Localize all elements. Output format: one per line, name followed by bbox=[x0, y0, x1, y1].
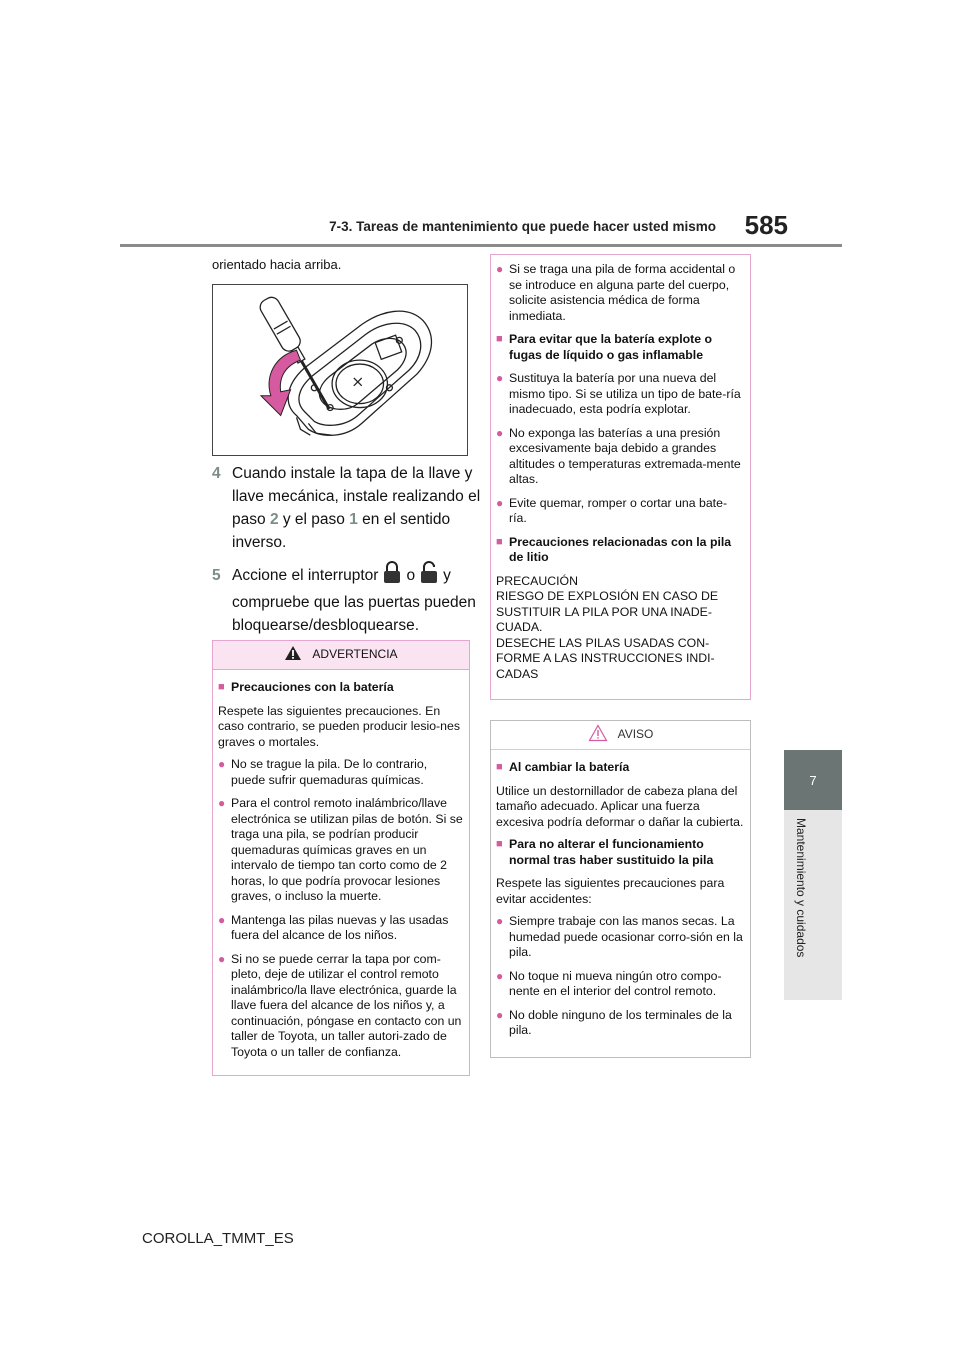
step-4-line3b: y el paso bbox=[282, 511, 345, 528]
list-item: ● No se trague la pila. De lo contrario, puede sufrir quemaduras químicas. bbox=[218, 757, 428, 787]
list-item: ● Mantenga las pilas nuevas y las usadas fuera del alcance de los niños. bbox=[218, 912, 449, 942]
square-bullet: ■ bbox=[496, 761, 503, 773]
chapter-title: Mantenimiento y cuidados bbox=[794, 818, 808, 958]
caution-outline-icon bbox=[588, 724, 608, 747]
step-4-line3c: en el sentido bbox=[362, 511, 451, 528]
list-item: ● Evite quemar, romper o cortar una bate-ría. bbox=[496, 495, 728, 525]
circle-bullet: ● bbox=[496, 425, 504, 440]
chapter-tab bbox=[784, 750, 842, 810]
lock-open-icon bbox=[419, 560, 439, 591]
notice-text-2: Respete las siguientes precauciones para evitar accidentes: bbox=[496, 876, 725, 906]
step-4 bbox=[212, 462, 480, 554]
step-ref-2: 2 bbox=[269, 511, 279, 528]
step-4-line2: llave mecánica, instale realizando el bbox=[232, 488, 481, 505]
step-4-number: 4 bbox=[212, 465, 221, 482]
circle-bullet: ● bbox=[218, 951, 226, 966]
notice-header bbox=[491, 721, 750, 750]
circle-bullet: ● bbox=[218, 912, 226, 927]
header-rule bbox=[120, 244, 842, 247]
step-5-line2: compruebe que las puertas pueden bbox=[232, 594, 476, 611]
chapter-number: 7 bbox=[809, 772, 817, 788]
warning-title: ADVERTENCIA bbox=[312, 647, 398, 662]
list-item: ● No exponga las baterías a una presión excesivamente baja debido a grandes altitudes o temperaturas extremada-mente altas. bbox=[496, 425, 741, 486]
notice-text-1: Utilice un destornillador de cabeza plana del tamaño adecuado. Aplicar una fuerza excesiva podría deformar o dañar la cubierta. bbox=[496, 783, 744, 829]
list-item: ● Si se traga una pila de forma accidental o se introduce en alguna parte del cuerpo, solicite asistencia médica de forma inmediata. bbox=[496, 262, 736, 323]
square-bullet: ■ bbox=[496, 535, 503, 548]
circle-bullet: ● bbox=[496, 262, 504, 276]
step-5-line1b: o bbox=[406, 567, 416, 584]
step-5-line3: bloquearse/desbloquearse. bbox=[232, 617, 419, 634]
list-item: ● No toque ni mueva ningún otro compo-nente en el interior del control remoto. bbox=[496, 968, 722, 998]
square-bullet: ■ bbox=[218, 681, 225, 693]
list-item: ● Para el control remoto inalámbrico/llave electrónica se utilizan pilas de botón. Si se traga una pila, se podrían producir quemaduras químicas graves en un intervalo de tiempo tan corto como de 2 horas, lo que podría provocar lesiones graves, o incluso la muerte. bbox=[218, 796, 463, 903]
step-5-line1a: Accione el interruptor bbox=[232, 567, 379, 584]
lock-closed-icon bbox=[382, 560, 402, 591]
key-battery-illustration-svg bbox=[213, 285, 467, 455]
circle-bullet: ● bbox=[496, 968, 504, 983]
notice-heading-1: ■ Al cambiar la batería bbox=[496, 760, 630, 774]
list-item: ● Siempre trabaje con las manos secas. La humedad puede ocasionar corro-sión en la pila. bbox=[496, 914, 743, 959]
warning-header bbox=[213, 641, 469, 670]
warning-text-1: Respete las siguientes precauciones. En caso contrario, se pueden producir lesio-nes graves o mortales. bbox=[218, 703, 460, 749]
list-item: ● Sustituya la batería por una nueva del mismo tipo. Si se utiliza un tipo de bate-ría inadecuado, esta podría explotar. bbox=[496, 371, 741, 416]
key-battery-illustration bbox=[212, 284, 468, 456]
warning-triangle-icon bbox=[284, 645, 302, 666]
step-5-number: 5 bbox=[212, 567, 221, 584]
square-bullet: ■ bbox=[496, 838, 503, 850]
warning-heading-3: ■ Precauciones relacionadas con la pila de litio bbox=[496, 534, 732, 564]
circle-bullet: ● bbox=[496, 1007, 504, 1022]
step-4-line1: Cuando instale la tapa de la llave y bbox=[232, 465, 473, 482]
circle-bullet: ● bbox=[218, 796, 226, 810]
list-item: ● No doble ninguno de los terminales de la pila. bbox=[496, 1007, 732, 1037]
caution-text: PRECAUCIÓN RIESGO DE EXPLOSIÓN EN CASO DE SUSTITUIR LA PILA POR UNA INADE- CUADA. DESECHE LAS PILAS USADAS CON- FORME A LAS INSTRUCCIONES INDI- CADAS bbox=[496, 573, 719, 681]
circle-bullet: ● bbox=[496, 914, 504, 928]
step-5 bbox=[212, 560, 476, 637]
section-title: 7-3. Tareas de mantenimiento que puede hacer usted mismo bbox=[329, 219, 716, 234]
circle-bullet: ● bbox=[218, 757, 226, 771]
step-4-line3a: paso bbox=[232, 511, 266, 528]
page-number: 585 bbox=[744, 210, 788, 240]
notice-heading-2: ■ Para no alterar el funcionamiento normal tras haber sustituido la pila bbox=[496, 837, 714, 867]
step-4-line4: inverso. bbox=[232, 534, 287, 551]
circle-bullet: ● bbox=[496, 371, 504, 385]
warning-box bbox=[212, 640, 470, 1076]
notice-box bbox=[490, 720, 751, 1058]
list-item: ● Si no se puede cerrar la tapa por com-pleto, deje de utilizar el control remoto inalámbrico/la llave electrónica, guarde la llave fuera del alcance de los niños y, a continuación, póngase en contacto con un taller de Toyota, un taller autori-zado de Toyota o un taller de confianza. bbox=[218, 951, 462, 1059]
notice-title: AVISO bbox=[617, 727, 654, 742]
circle-bullet: ● bbox=[496, 495, 504, 510]
warning-heading-1: ■ Precauciones con la batería bbox=[218, 680, 394, 694]
doc-code: COROLLA_TMMT_ES bbox=[142, 1230, 294, 1247]
step-5-line1c: y bbox=[443, 567, 451, 584]
warning-heading-2: ■ Para evitar que la batería explote o fugas de líquido o gas inflamable bbox=[496, 332, 712, 362]
warning-continued-box bbox=[490, 254, 751, 700]
square-bullet: ■ bbox=[496, 333, 503, 345]
step-ref-1: 1 bbox=[349, 511, 358, 528]
intro-text: orientado hacia arriba. bbox=[212, 257, 342, 272]
